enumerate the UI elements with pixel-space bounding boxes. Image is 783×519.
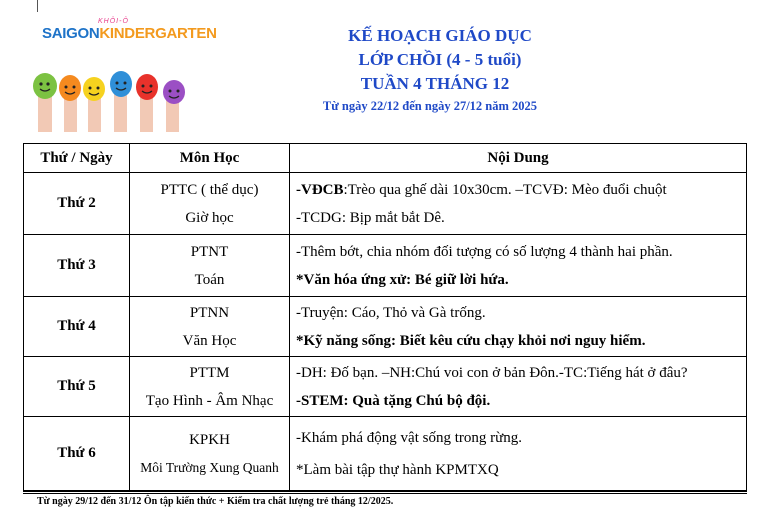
table-row	[24, 357, 747, 417]
content-cell	[290, 173, 747, 235]
logo-wordmark	[42, 25, 217, 42]
content-line: -Khám phá động vật sống trong rừng.	[296, 429, 523, 446]
subject-cell	[130, 297, 290, 357]
logo-part-kindergarten: KINDERGARTEN	[99, 25, 217, 42]
content-cell	[290, 297, 747, 357]
content-line: *Làm bài tập thự hành KPMTXQ	[296, 461, 499, 478]
table-row	[24, 417, 747, 491]
day-cell: Thứ 6	[24, 417, 130, 491]
column-header-subject: Môn Học	[130, 144, 290, 173]
day-cell: Thứ 5	[24, 357, 130, 417]
content-line: -Thêm bớt, chia nhóm đối tượng có số lượng 4 thành hai phần.	[296, 243, 673, 260]
plan-header	[290, 24, 590, 116]
hand-red	[136, 74, 158, 132]
subject-secondary: Tạo Hình - Âm Nhạc	[145, 392, 274, 409]
table-bottom-border	[23, 491, 747, 494]
subject-primary: PTNN	[189, 304, 230, 321]
logo-part-saigon: SAIGON	[42, 25, 100, 42]
content-cell	[290, 417, 747, 491]
hand-blue	[110, 71, 132, 132]
content-line: -TCDG: Bịp mắt bắt Dê.	[296, 209, 445, 226]
plan-title: KẾ HOẠCH GIÁO DỤC	[348, 26, 532, 45]
column-header-content: Nội Dung	[290, 144, 747, 173]
content-bold-prefix: -VĐCB	[296, 181, 344, 198]
content-line: *Kỹ năng sống: Biết kêu cứu chạy khỏi nơi nguy hiểm.	[296, 332, 646, 349]
hand-yellow	[83, 77, 105, 132]
day-cell: Thứ 3	[24, 235, 130, 297]
colorful-hands-image	[32, 62, 197, 132]
day-cell: Thứ 2	[24, 173, 130, 235]
subject-primary: PTNT	[190, 243, 229, 260]
day-cell: Thứ 4	[24, 297, 130, 357]
subject-primary: KPKH	[189, 431, 230, 448]
content-line: -DH: Đố bạn. –NH:Chú voi con ở bản Đôn.-TC:Tiếng hát ở đâu?	[296, 364, 688, 381]
logo-small-text: KHÔI-Ô	[98, 18, 129, 25]
content-line	[296, 176, 746, 204]
subject-primary: PTTC ( thể dục)	[160, 181, 259, 198]
content-cell	[290, 357, 747, 417]
subject-secondary: Môi Trường Xung Quanh	[140, 459, 279, 475]
table-row	[24, 297, 747, 357]
content-line: -Truyện: Cáo, Thỏ và Gà trống.	[296, 304, 486, 321]
subject-secondary: Toán	[194, 271, 225, 288]
hand-green	[33, 73, 57, 132]
footnote: Từ ngày 29/12 đến 31/12 Ôn tập kiến thức + Kiểm tra chất lượng trẻ tháng 12/2025.	[37, 496, 394, 507]
week-label: TUẦN 4 THÁNG 12	[360, 74, 510, 93]
column-header-day: Thứ / Ngày	[24, 144, 130, 173]
table-header-row	[24, 144, 747, 173]
date-range: Từ ngày 22/12 đến ngày 27/12 năm 2025	[322, 99, 538, 113]
content-text: :Trèo qua ghế dài 10x30cm. –TCVĐ: Mèo đuổi chuột	[343, 181, 667, 198]
subject-cell	[130, 235, 290, 297]
subject-cell	[130, 417, 290, 491]
school-logo	[40, 18, 217, 48]
weekly-plan-table	[23, 143, 747, 491]
hand-purple	[163, 80, 185, 132]
subject-secondary: Văn Học	[182, 332, 237, 349]
class-name: LỚP CHỒI (4 - 5 tuổi)	[358, 50, 522, 69]
table-row	[24, 173, 747, 235]
subject-cell	[130, 357, 290, 417]
page-edge-mark	[37, 0, 38, 12]
subject-primary: PTTM	[189, 364, 230, 381]
subject-cell	[130, 173, 290, 235]
subject-secondary: Giờ học	[185, 209, 234, 226]
content-cell	[290, 235, 747, 297]
content-line: *Văn hóa ứng xử: Bé giữ lời hứa.	[296, 271, 509, 288]
content-line: -STEM: Quà tặng Chú bộ đội.	[296, 392, 491, 409]
table-row	[24, 235, 747, 297]
hand-orange	[59, 75, 81, 132]
